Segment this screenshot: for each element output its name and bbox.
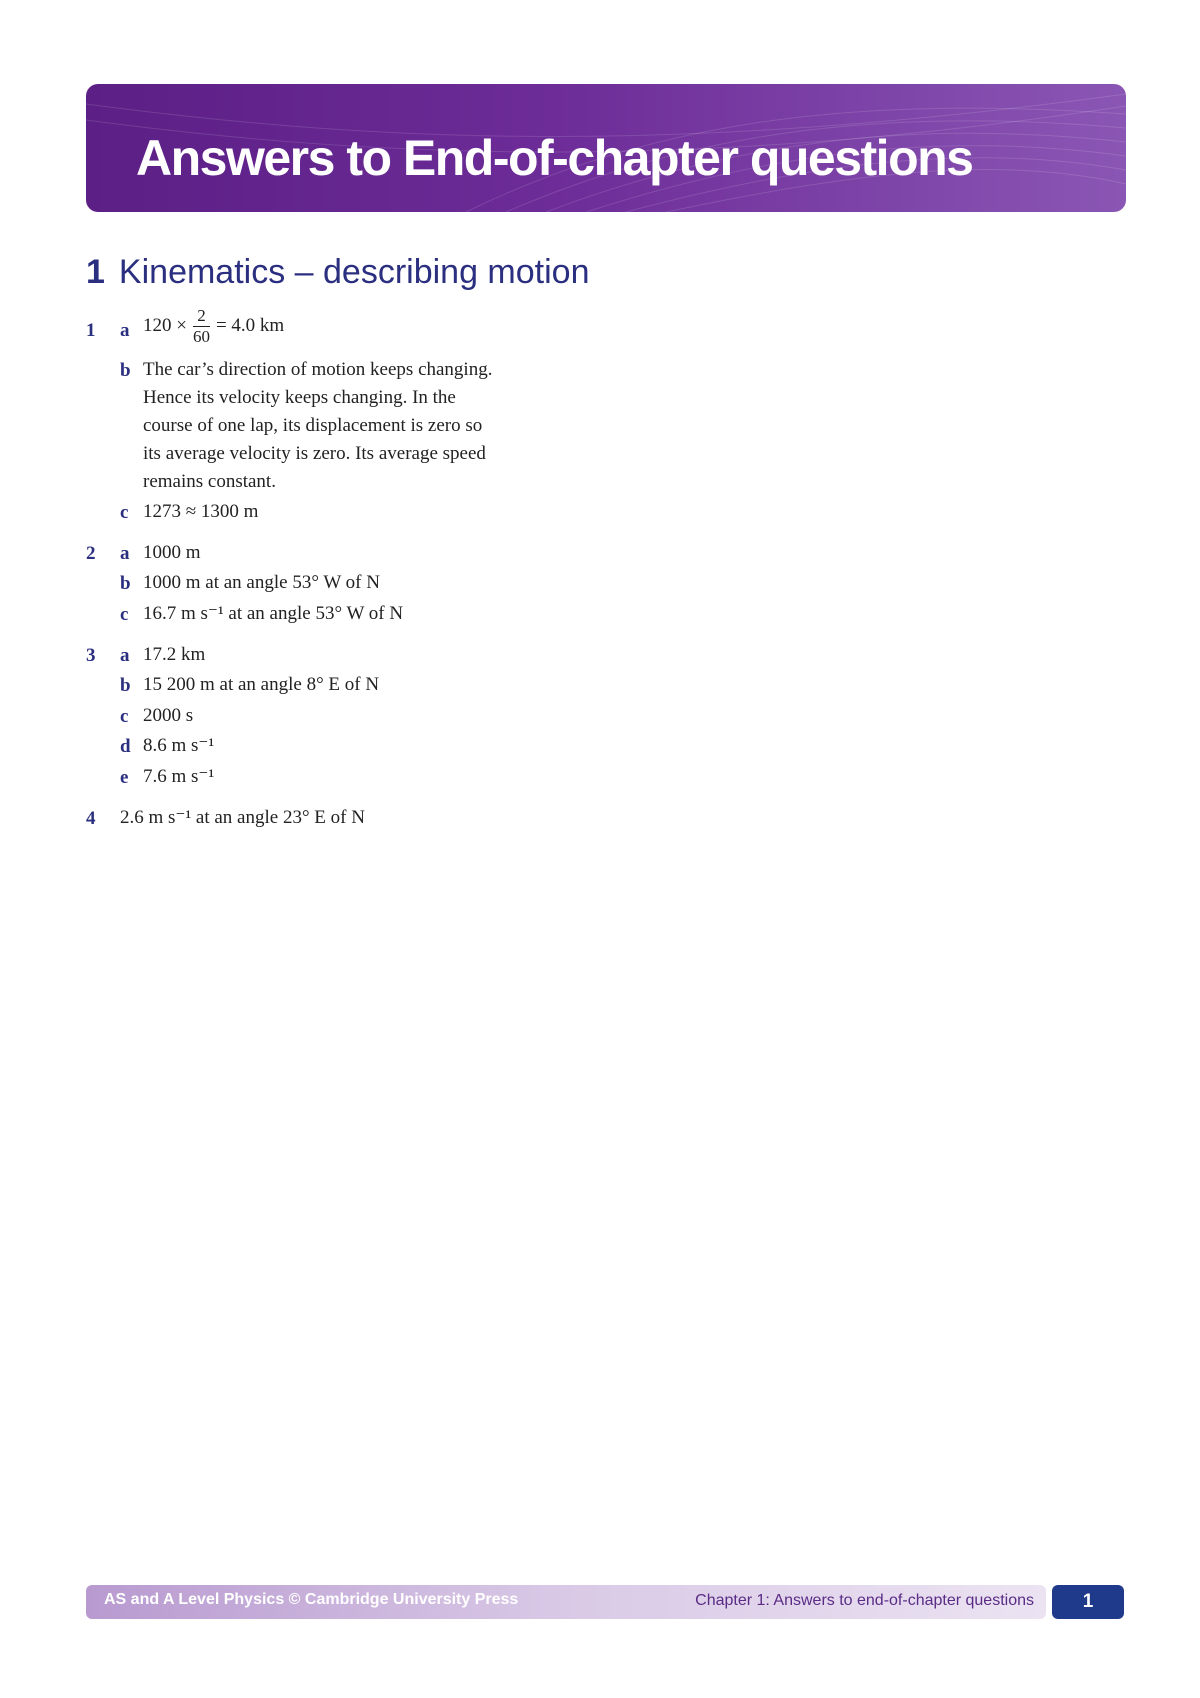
answer-4: 2.6 m s⁻¹ at an angle 23° E of N bbox=[120, 807, 365, 828]
answer-3a: 17.2 km bbox=[143, 644, 206, 665]
part-letter-2a: a bbox=[120, 543, 130, 564]
part-letter-3b: b bbox=[120, 675, 131, 696]
answer-3e: 7.6 m s⁻¹ bbox=[143, 766, 215, 787]
part-letter-1a: a bbox=[120, 320, 130, 341]
question-number-2: 2 bbox=[86, 543, 96, 564]
part-letter-2b: b bbox=[120, 573, 131, 594]
answer-1b: The car’s direction of motion keeps changing. Hence its velocity keeps changing. In the course of one lap, its displacement is zero so its average velocity is zero. Its average speed remains constant. bbox=[143, 359, 493, 492]
answer-1a bbox=[143, 306, 284, 347]
answer-1a-pre: 120 × bbox=[143, 314, 187, 336]
chapter-title: Kinematics – describing motion bbox=[118, 253, 590, 291]
fraction bbox=[193, 306, 210, 347]
question-number-1: 1 bbox=[86, 320, 96, 341]
page-title: Answers to End-of-chapter questions bbox=[136, 130, 973, 186]
part-letter-1b: b bbox=[120, 360, 131, 381]
fraction-numerator: 2 bbox=[193, 306, 210, 327]
fraction-denominator: 60 bbox=[192, 327, 210, 346]
answer-2a: 1000 m bbox=[143, 542, 201, 563]
answer-1a-post: = 4.0 km bbox=[215, 314, 285, 336]
answer-3d: 8.6 m s⁻¹ bbox=[143, 735, 215, 756]
footer-chapter-label: Chapter 1: Answers to end-of-chapter questions bbox=[695, 1592, 1034, 1609]
chapter-heading bbox=[86, 252, 589, 292]
answer-3b: 15 200 m at an angle 8° E of N bbox=[143, 674, 380, 695]
part-letter-3e: e bbox=[120, 767, 129, 788]
question-number-4: 4 bbox=[86, 808, 96, 829]
footer-copyright: AS and A Level Physics © Cambridge University Press bbox=[104, 1591, 519, 1608]
chapter-number: 1 bbox=[86, 253, 105, 291]
answer-3c: 2000 s bbox=[143, 705, 194, 726]
answer-1c: 1273 ≈ 1300 m bbox=[143, 501, 259, 522]
answer-2b: 1000 m at an angle 53° W of N bbox=[143, 572, 380, 593]
page-number: 1 bbox=[1052, 1585, 1124, 1619]
part-letter-3d: d bbox=[120, 736, 131, 757]
part-letter-3a: a bbox=[120, 645, 130, 666]
part-letter-2c: c bbox=[120, 604, 129, 625]
part-letter-3c: c bbox=[120, 706, 129, 727]
question-number-3: 3 bbox=[86, 645, 96, 666]
answer-2c: 16.7 m s⁻¹ at an angle 53° W of N bbox=[143, 603, 404, 624]
part-letter-1c: c bbox=[120, 502, 129, 523]
title-banner bbox=[86, 84, 1126, 212]
